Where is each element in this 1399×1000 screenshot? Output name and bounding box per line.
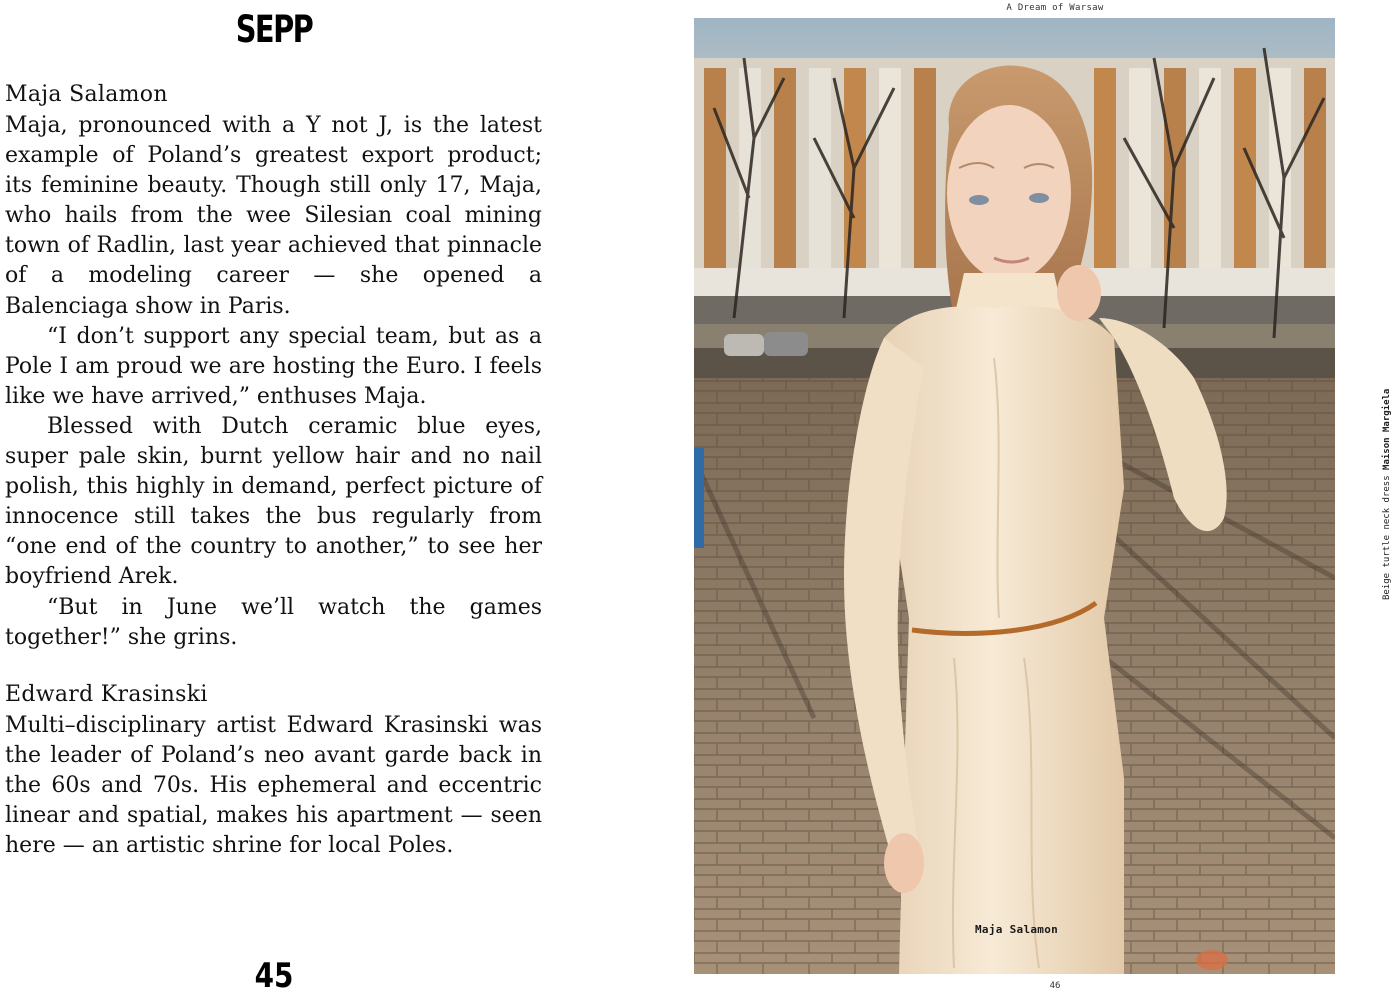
page-number-right: 46 bbox=[1049, 981, 1061, 991]
credit-brand: Maison Margiela bbox=[1382, 388, 1392, 470]
running-head: A Dream of Warsaw bbox=[1006, 3, 1104, 13]
magazine-logo: SEPP bbox=[235, 8, 313, 51]
paragraph: “But in June we’ll watch the games together!” she grins. bbox=[5, 594, 542, 650]
paragraph: Blessed with Dutch ceramic blue eyes, super pale skin, burnt yellow hair and no nail polish, this highly in demand, perfect picture of innocence still takes the bus regularly from “one end of the country to another,” to see her boyfriend Arek. bbox=[5, 413, 542, 590]
photo-illustration bbox=[694, 18, 1335, 974]
fashion-photo bbox=[694, 18, 1335, 974]
section-title-edward: Edward Krasinski bbox=[5, 681, 208, 707]
left-page bbox=[0, 0, 560, 1000]
paragraph: Maja, pronounced with a Y not J, is the latest example of Poland’s greatest export product; its feminine beauty. Though still only 17, Maja, who hails from the wee Silesian coal mining town of Radlin, last year achieved that pinnacle of a modeling career — she opened a Balenciaga show in Paris. bbox=[5, 113, 542, 319]
section-spacer bbox=[5, 653, 542, 679]
paragraph: “I don’t support any special team, but as a Pole I am proud we are hosting the Euro. I feels like we have arrived,” enthuses Maja. bbox=[5, 323, 542, 409]
page-number-left: 45 bbox=[254, 956, 294, 996]
credit-text: Beige turtle neck dress bbox=[1382, 469, 1392, 600]
section-title-maja: Maja Salamon bbox=[5, 82, 168, 107]
clothing-credit bbox=[1382, 389, 1392, 600]
article-body bbox=[5, 79, 542, 861]
photo-caption: Maja Salamon bbox=[975, 923, 1059, 936]
paragraph: Multi–disciplinary artist Edward Krasinski was the leader of Poland’s neo avant garde back in the 60s and 70s. His ephemeral and eccentric linear and spatial, makes his apartment — seen here — an artistic shrine for local Poles. bbox=[5, 712, 542, 859]
